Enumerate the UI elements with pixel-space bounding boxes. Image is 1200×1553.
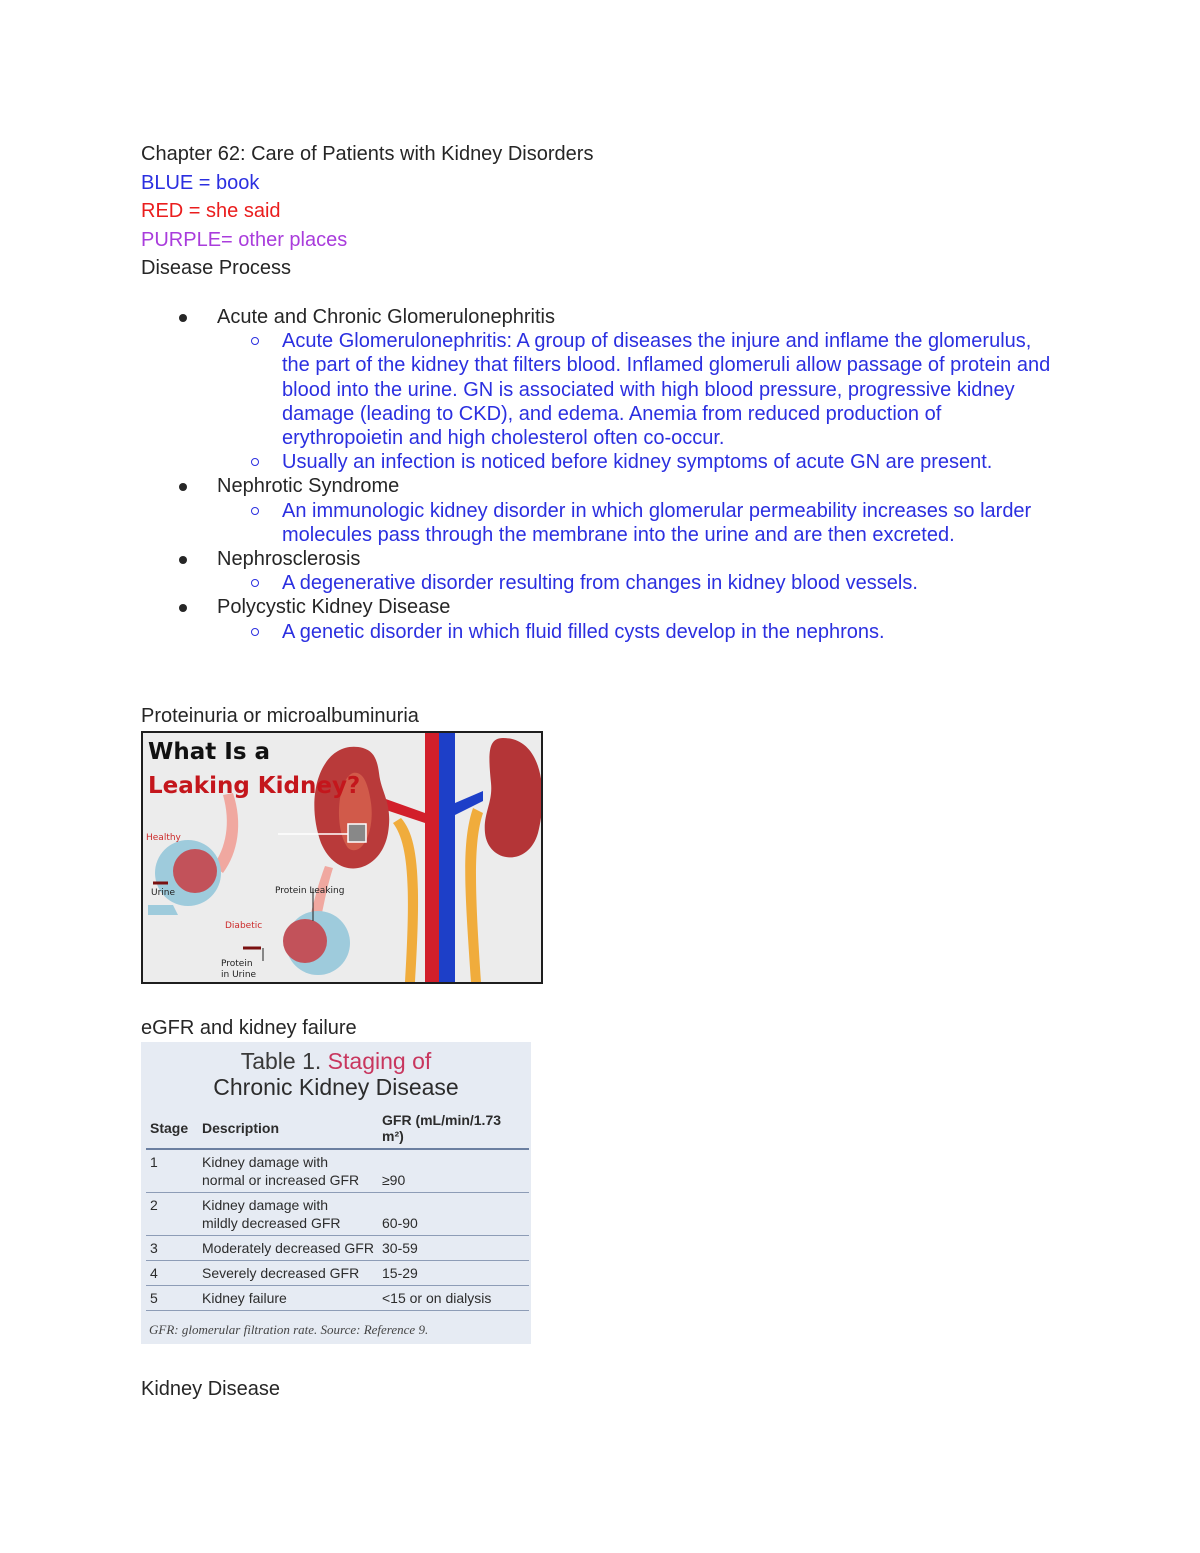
document-page: [141, 140, 1061, 644]
header-gfr: GFR (mL/min/1.73 m²): [378, 1108, 529, 1149]
table-title-rest: Staging of: [327, 1048, 432, 1074]
figure-title-line2: Leaking Kidney?: [148, 773, 361, 799]
disease-name: Nephrosclerosis: [217, 548, 361, 570]
list-item: [141, 595, 1061, 643]
disease-note: A degenerative disorder resulting from changes in kidney blood vessels.: [282, 572, 918, 595]
disease-name: Nephrotic Syndrome: [217, 475, 400, 498]
section-title: Disease Process: [141, 257, 292, 280]
ckd-table: [146, 1108, 529, 1311]
desc-line: Kidney damage with: [202, 1197, 329, 1213]
cell-stage: 2: [146, 1193, 198, 1236]
header-description: Description: [198, 1108, 378, 1149]
bullet-icon: [179, 604, 187, 612]
bullet-icon: [179, 483, 187, 491]
list-item: [217, 571, 1061, 595]
list-item: [217, 450, 1061, 474]
desc-line: Kidney damage with: [202, 1154, 329, 1170]
cell-stage: 5: [146, 1286, 198, 1311]
kidney-illustration: [143, 733, 541, 982]
cell-stage: 4: [146, 1261, 198, 1286]
cell-gfr: <15 or on dialysis: [378, 1286, 529, 1311]
cell-description: Kidney failure: [198, 1286, 378, 1311]
label-diabetic: Diabetic: [225, 921, 263, 931]
hollow-bullet-icon: [251, 579, 259, 587]
desc-line: normal or increased GFR: [202, 1172, 360, 1188]
label-urine: Urine: [151, 888, 176, 898]
disease-note: Acute Glomerulonephritis: A group of diseases the injure and inflame the glomerulus, the part of the kidney that filters blood. Inflamed glomeruli allow passage of protein and blood into the urine. GN is associated with high blood pressure, progressive kidney damage (leading to CKD), and edema. Anemia from reduced production of erythropoietin and high cholesterol often co-occur.: [282, 330, 1051, 449]
cell-description: Moderately decreased GFR: [198, 1236, 378, 1261]
list-item: [217, 329, 1061, 450]
disease-name: Acute and Chronic Glomerulonephritis: [217, 305, 555, 328]
label-protein-leaking: Protein Leaking: [275, 886, 345, 896]
leaking-kidney-figure: [141, 731, 543, 984]
table-row: [146, 1261, 529, 1286]
hollow-bullet-icon: [251, 458, 259, 466]
list-item: [217, 620, 1061, 644]
list-item: [141, 547, 1061, 595]
cell-stage: 3: [146, 1236, 198, 1261]
disease-name: Polycystic Kidney Disease: [217, 596, 451, 619]
table-title-prefix: Table 1.: [240, 1048, 322, 1074]
figure-title-line1: What Is a: [148, 739, 271, 765]
cell-gfr: 30-59: [378, 1236, 529, 1261]
cell-description: Severely decreased GFR: [198, 1261, 378, 1286]
header-stage: Stage: [146, 1108, 198, 1149]
legend-blue: BLUE = book: [141, 171, 260, 194]
table-title-line1: [141, 1048, 531, 1075]
label-in-urine: in Urine: [221, 970, 257, 980]
disease-note: An immunologic kidney disorder in which glomerular permeability increases so larder molecules pass through the membrane into the urine and are then excreted.: [282, 499, 1032, 546]
bullet-icon: [179, 314, 187, 322]
legend-red: RED = she said: [141, 200, 281, 223]
cell-gfr: 15-29: [378, 1261, 529, 1286]
hollow-bullet-icon: [251, 337, 259, 345]
chapter-heading: Chapter 62: Care of Patients with Kidney Disorders: [141, 143, 594, 165]
disease-note: A genetic disorder in which fluid filled cysts develop in the nephrons.: [282, 620, 885, 643]
ckd-staging-table-figure: [141, 1042, 531, 1344]
table-row: [146, 1149, 529, 1193]
egfr-heading: eGFR and kidney failure: [141, 1017, 357, 1039]
bullet-icon: [179, 556, 187, 564]
table-footnote: GFR: glomerular filtration rate. Source: Reference 9.: [149, 1322, 429, 1337]
table-row: [146, 1236, 529, 1261]
table-row: [146, 1286, 529, 1311]
list-item: [141, 474, 1061, 547]
table-row: [146, 1193, 529, 1236]
cell-description: [198, 1193, 378, 1236]
cell-gfr: 60-90: [378, 1193, 529, 1236]
list-item: [141, 305, 1061, 474]
disease-list: [141, 305, 1061, 644]
cell-stage: 1: [146, 1149, 198, 1193]
cell-gfr: ≥90: [378, 1149, 529, 1193]
label-healthy: Healthy: [146, 833, 181, 843]
desc-line: mildly decreased GFR: [202, 1215, 341, 1231]
kidney-disease-heading: Kidney Disease: [141, 1378, 280, 1400]
cell-description: [198, 1149, 378, 1193]
hollow-bullet-icon: [251, 507, 259, 515]
legend-purple: PURPLE= other places: [141, 228, 348, 251]
hollow-bullet-icon: [251, 628, 259, 636]
list-item: [217, 499, 1061, 547]
disease-note: Usually an infection is noticed before kidney symptoms of acute GN are present.: [282, 451, 993, 474]
table-title-line2: Chronic Kidney Disease: [213, 1074, 459, 1100]
proteinuria-heading: Proteinuria or microalbuminuria: [141, 705, 419, 727]
label-protein: Protein: [221, 959, 253, 969]
